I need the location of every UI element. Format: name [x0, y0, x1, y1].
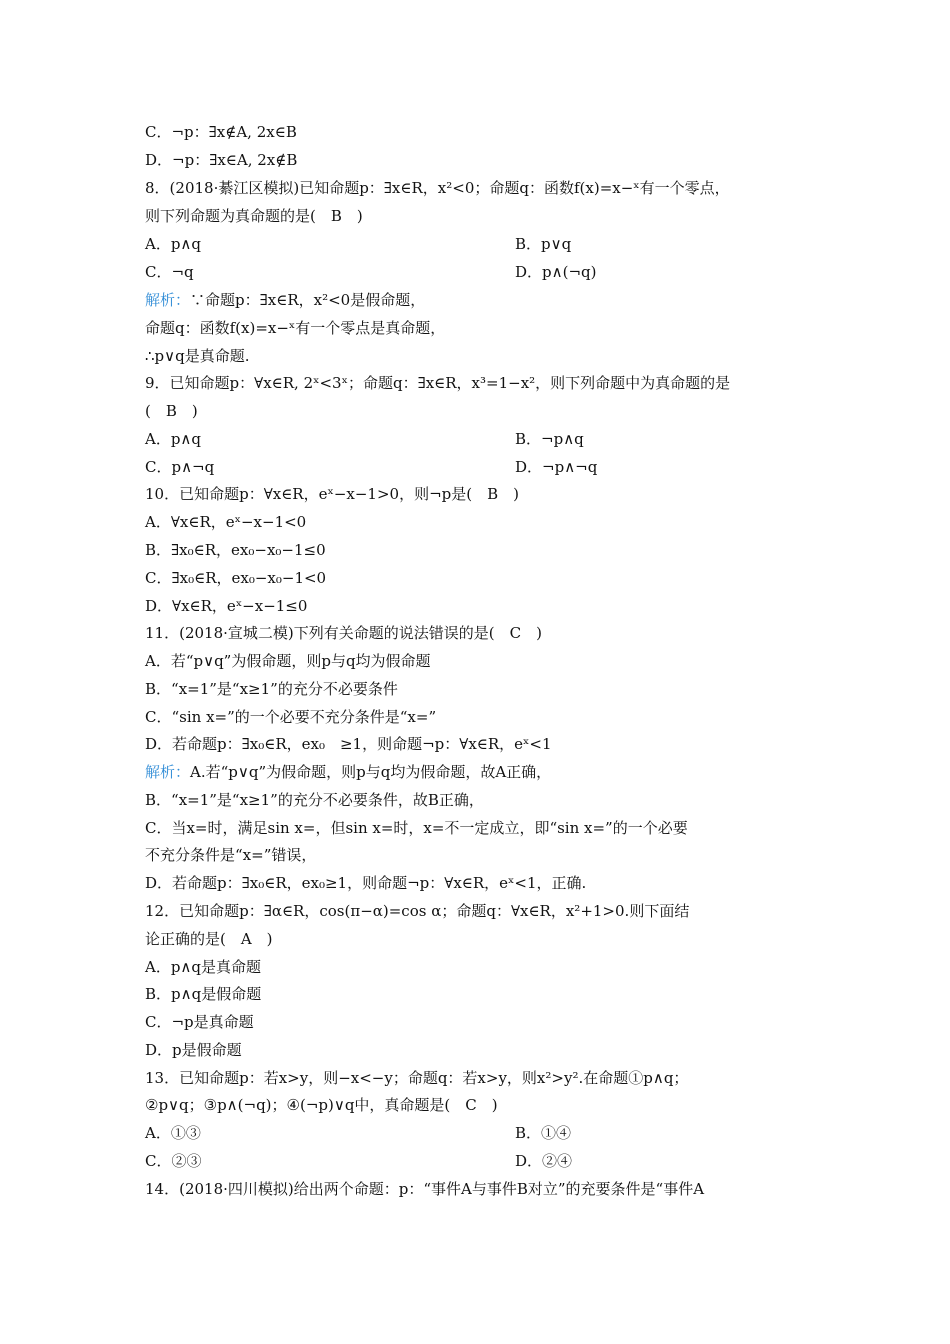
q8-analysis-text: ∵命题p：∃x∈R，x²<0是假命题， [190, 291, 426, 309]
q13-option-b: B．①④ [515, 1124, 572, 1142]
q13-option-d: D．②④ [515, 1152, 573, 1170]
q8-option-d: D．p∧(¬q) [515, 263, 597, 281]
q10-option-a: A．∀x∈R，eˣ−x−1<0 [145, 513, 307, 531]
q13-option-c: C．②③ [145, 1152, 202, 1170]
q11-option-a: A．若“p∨q”为假命题，则p与q均为假命题 [145, 652, 431, 670]
q11-analysis-d: D．若命题p：∃x₀∈R，ex₀≥1，则命题¬p：∀x∈R，eˣ<1，正确. [145, 874, 587, 892]
q11-analysis-c-cont: 不充分条件是“x=”错误， [145, 846, 317, 864]
q10-option-d: D．∀x∈R，eˣ−x−1≤0 [145, 597, 308, 615]
q7-option-c: C．¬p：∃x∉A, 2x∈B [145, 123, 297, 141]
q9-option-b: B．¬p∧q [515, 430, 584, 448]
q8-option-b: B．p∨q [515, 235, 572, 253]
q8-stem: 8．(2018·綦江区模拟)已知命题p：∃x∈R，x²<0；命题q：函数f(x)=x−ˣ有一个零点， [145, 179, 730, 197]
q12-option-d: D．p是假命题 [145, 1041, 242, 1059]
q11-analysis [145, 761, 551, 785]
q8-option-c: C．¬q [145, 263, 194, 281]
q8-analysis-line2: 命题q：函数f(x)=x−ˣ有一个零点是真命题， [145, 319, 446, 337]
q12-stem-cont: 论正确的是( A ) [145, 930, 273, 948]
q11-analysis-c: C．当x=时，满足sin x=，但sin x=时，x=不一定成立，即“sin x=”的一个必要 [145, 819, 688, 837]
q12-stem: 12．已知命题p：∃α∈R，cos(π−α)=cos α；命题q：∀x∈R，x²+1>0.则下面结 [145, 902, 690, 920]
q8-stem-cont: 则下列命题为真命题的是( B ) [145, 207, 363, 225]
q8-analysis [145, 289, 425, 313]
q11-analysis-text: A.若“p∨q”为假命题，则p与q均为假命题，故A正确， [190, 763, 552, 781]
q11-option-b: B．“x=1”是“x≥1”的充分不必要条件 [145, 680, 398, 698]
q11-option-c: C．“sin x=”的一个必要不充分条件是“x=” [145, 708, 437, 726]
q10-option-c: C．∃x₀∈R，ex₀−x₀−1<0 [145, 569, 327, 587]
q9-option-a: A．p∧q [145, 430, 202, 448]
q11-option-d: D．若命题p：∃x₀∈R，ex₀ ≥1，则命题¬p：∀x∈R，eˣ<1 [145, 735, 552, 753]
q9-option-c: C．p∧¬q [145, 458, 215, 476]
analysis-label: 解析： [145, 763, 191, 781]
q9-answer: ( B ) [145, 402, 198, 420]
q10-option-b: B．∃x₀∈R，ex₀−x₀−1≤0 [145, 541, 326, 559]
q10-stem: 10．已知命题p：∀x∈R，eˣ−x−1>0，则¬p是( B ) [145, 485, 519, 503]
q8-analysis-line3: ∴p∨q是真命题. [145, 347, 250, 365]
q13-stem: 13．已知命题p：若x>y，则−x<−y；命题q：若x>y，则x²>y².在命题①p∧q； [145, 1069, 689, 1087]
analysis-label: 解析： [145, 291, 191, 309]
q8-option-a: A．p∧q [145, 235, 202, 253]
q11-stem: 11．(2018·宣城二模)下列有关命题的说法错误的是( C ) [145, 624, 542, 642]
q9-stem: 9．已知命题p：∀x∈R, 2ˣ<3ˣ；命题q：∃x∈R，x³=1−x²，则下列命题中为真命题的是 [145, 374, 731, 392]
q14-stem: 14．(2018·四川模拟)给出两个命题：p：“事件A与事件B对立”的充要条件是“事件A [145, 1180, 705, 1198]
q7-option-d: D．¬p：∃x∈A, 2x∉B [145, 151, 298, 169]
q13-stem-cont: ②p∨q；③p∧(¬q)；④(¬p)∨q中，真命题是( C ) [145, 1096, 498, 1114]
q13-option-a: A．①③ [145, 1124, 201, 1142]
q11-analysis-b: B．“x=1”是“x≥1”的充分不必要条件，故B正确， [145, 791, 484, 809]
q12-option-c: C．¬p是真命题 [145, 1013, 254, 1031]
q9-option-d: D．¬p∧¬q [515, 458, 598, 476]
q12-option-a: A．p∧q是真命题 [145, 958, 262, 976]
q12-option-b: B．p∧q是假命题 [145, 985, 262, 1003]
